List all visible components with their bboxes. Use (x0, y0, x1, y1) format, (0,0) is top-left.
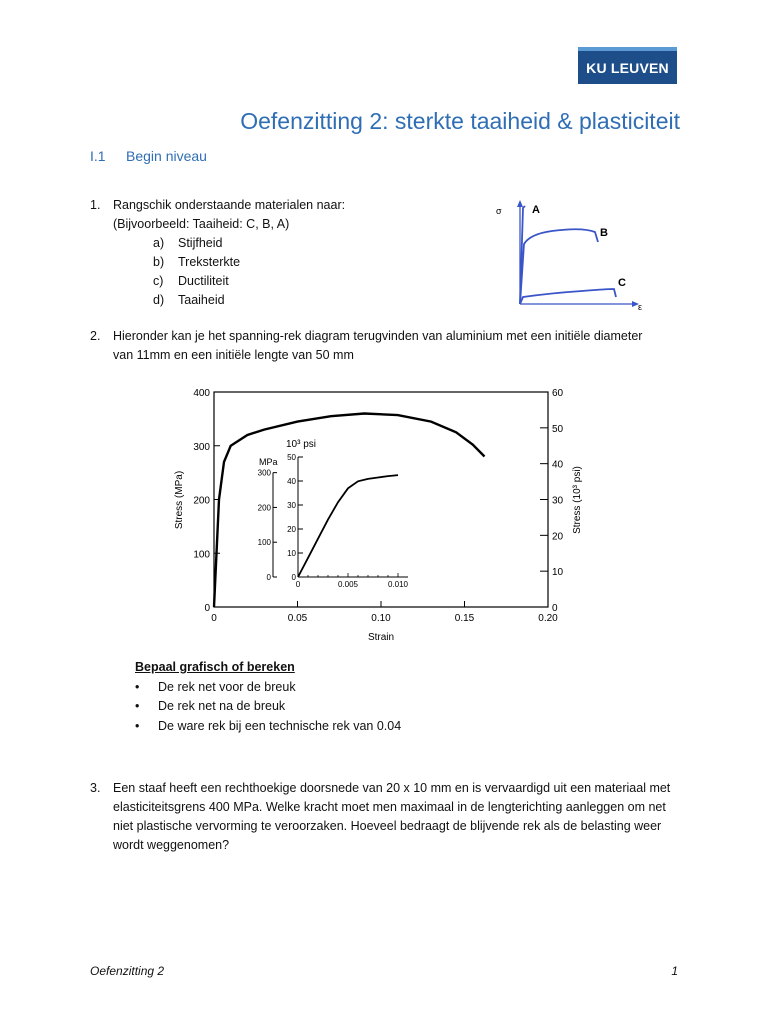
x-tick-label: 0.10 (371, 613, 391, 624)
y-right-tick-label: 0 (552, 603, 558, 614)
y-tick-label: 400 (193, 388, 210, 399)
sigma-label: σ (496, 206, 502, 216)
inset-mpa-tick-label: 0 (266, 573, 271, 582)
curve-label-c: C (618, 277, 626, 289)
page-title: Oefenzitting 2: sterkte taaiheid & plasticiteit (240, 108, 680, 134)
y-tick-label: 300 (193, 441, 210, 453)
question-text-line: Hieronder kan je het spanning-rek diagram terugvinden van aluminium met een initiële diameter (113, 329, 643, 343)
y-right-tick-label: 10 (552, 567, 564, 579)
curve-label-a: A (532, 204, 540, 216)
question-text-line: niet plastische vervorming te veroorzaken. Hoeveel bedraagt de blijvende rek als de belasting weer (113, 819, 662, 833)
question-text-line: elasticiteitsgrens 400 MPa. Welke kracht moet men maximaal in de lengterichting aanleggen om net (113, 800, 666, 814)
y-right-tick-label: 20 (552, 531, 564, 543)
inset-psi-tick-label: 10 (287, 549, 296, 558)
section-heading (90, 148, 207, 164)
y-tick-label: 200 (193, 495, 210, 507)
epsilon-label: ε (638, 302, 643, 312)
question-example: (Bijvoorbeeld: Taaiheid: C, B, A) (113, 217, 290, 231)
page-number: 1 (671, 964, 678, 978)
inset-x-tick-label: 0.005 (337, 580, 359, 589)
y-axis-label: Stress (MPa) (174, 470, 185, 530)
question-3 (90, 779, 670, 855)
material-curves-schematic (492, 196, 652, 314)
plot-frame (214, 392, 548, 607)
task-header: Bepaal grafisch of bereken (135, 660, 295, 674)
inset-psi-tick-label: 50 (287, 453, 296, 462)
footer-title: Oefenzitting 2 (90, 964, 165, 978)
list-item: c) Ductiliteit (153, 274, 229, 288)
inset-x-tick-label: 0 (295, 580, 301, 589)
curve-label-b: B (600, 227, 608, 239)
y-right-tick-label: 40 (552, 459, 564, 471)
inset-curve (298, 475, 398, 577)
question-number: 2. (90, 329, 101, 343)
section-title: Begin niveau (126, 148, 207, 164)
question-2 (90, 327, 642, 365)
list-item: b) Treksterkte (153, 255, 241, 269)
inset-psi-label: 10³ psi (286, 439, 317, 450)
inset-x-tick-label: 0.010 (387, 580, 409, 589)
inset-psi-tick-label: 20 (287, 525, 296, 534)
y-right-tick-label: 30 (552, 495, 564, 507)
curve-c (520, 289, 616, 304)
section-number: I.1 (90, 148, 106, 164)
ku-leuven-logo: KU LEUVEN (578, 47, 677, 84)
stress-strain-chart (168, 372, 588, 648)
question-number: 3. (90, 781, 101, 795)
inset-psi-tick-label: 40 (287, 477, 296, 486)
inset-psi-tick-label: 0 (291, 573, 296, 582)
y-right-tick-label: 60 (552, 388, 564, 399)
inset-psi-tick-label: 30 (287, 501, 296, 510)
y-axis-right-label: Stress (10³ psi) (572, 466, 583, 534)
y-right-tick-label: 50 (552, 423, 564, 435)
x-tick-label: 0 (211, 613, 217, 624)
x-tick-label: 0.05 (287, 613, 308, 624)
question-text-line: Een staaf heeft een rechthoekige doorsnede van 20 x 10 mm en is vervaardigd uit een materiaal met (113, 781, 671, 795)
question-number: 1. (90, 198, 101, 212)
inset-mpa-tick-label: 300 (257, 468, 271, 478)
question-text-line: van 11mm en een initiële lengte van 50 mm (113, 348, 354, 362)
x-axis-label: Strain (367, 632, 395, 643)
footer (90, 964, 678, 978)
y-tick-label: 0 (204, 603, 210, 614)
stress-strain-curve (214, 414, 485, 608)
y-tick-label: 100 (193, 549, 210, 561)
list-item: a) Stijfheid (153, 236, 223, 250)
list-item: d) Taaiheid (153, 293, 225, 307)
x-tick-label: 0.15 (454, 613, 475, 624)
task-list (135, 658, 401, 736)
question-text-line: wordt weggenomen? (113, 838, 230, 852)
list-item: • De rek net na de breuk (135, 697, 401, 717)
x-tick-label: 0.20 (538, 613, 558, 624)
list-item: • De ware rek bij een technische rek van 0.04 (135, 717, 401, 737)
inset-mpa-tick-label: 100 (257, 538, 271, 548)
inset-mpa-label: MPa (259, 457, 278, 467)
question-text: Rangschik onderstaande materialen naar: (113, 198, 346, 212)
list-item: • De rek net voor de breuk (135, 678, 401, 698)
question-1 (90, 196, 345, 310)
inset-mpa-tick-label: 200 (257, 503, 271, 513)
